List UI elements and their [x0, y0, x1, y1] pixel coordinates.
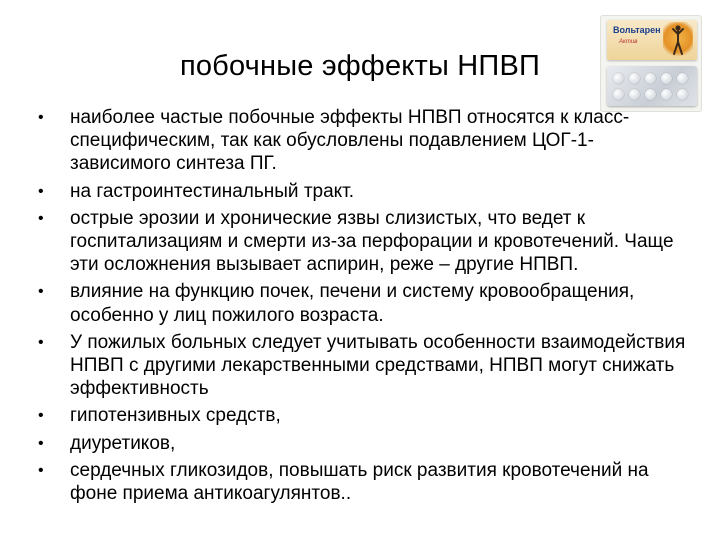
- bullet-dot: •: [38, 182, 44, 200]
- pill: [645, 89, 656, 100]
- pill: [613, 89, 624, 100]
- bullet-text: гипотензивных средств,: [70, 405, 281, 427]
- bullet-dot: •: [38, 333, 44, 351]
- bullet-item: [38, 331, 688, 401]
- bullet-text: наиболее частые побочные эффекты НПВП относятся к класс-специфическим, так как обусловлены подавлением ЦОГ-1-зависимого синтеза ПГ.: [70, 107, 630, 175]
- pill: [677, 73, 688, 84]
- medication-subtitle-label: Актив: [619, 39, 638, 45]
- bullet-text: диуретиков,: [70, 432, 176, 454]
- bullet-list: [38, 106, 688, 509]
- bullet-item: [38, 432, 688, 455]
- slide-title: побочные эффекты НПВП: [179, 50, 541, 82]
- blister-pack: [607, 66, 697, 106]
- bullet-item: [38, 404, 688, 427]
- running-man-icon: [671, 24, 685, 56]
- pill: [629, 73, 640, 84]
- bullet-item: [38, 459, 688, 505]
- bullet-dot: •: [38, 461, 44, 479]
- bullet-dot: •: [38, 407, 44, 425]
- bullet-dot: •: [38, 283, 44, 301]
- bullet-text: на гастроинтестинальный тракт.: [70, 180, 355, 202]
- bullet-item: [38, 106, 688, 176]
- pill: [645, 73, 656, 84]
- bullet-item: [38, 280, 688, 326]
- medication-brand-label: Вольтарен: [613, 25, 661, 35]
- bullet-dot: •: [38, 109, 44, 126]
- pill: [661, 73, 672, 84]
- pill: [677, 89, 688, 100]
- medication-box: [607, 20, 697, 60]
- pill: [629, 89, 640, 100]
- bullet-text: сердечных гликозидов, повышать риск развития кровотечений на фоне приема антикоагулянтов..: [70, 459, 649, 505]
- medication-image: [600, 15, 702, 112]
- bullet-text: У пожилых больных следует учитывать особенности взаимодействия НПВП с другими лекарственными средствами, НПВП могут снижать эффективность: [70, 331, 686, 400]
- bullet-item: [38, 180, 688, 203]
- bullet-item: [38, 207, 688, 277]
- bullet-text: острые эрозии и хронические язвы слизистых, что ведет к госпитализациям и смерти из-за перфорации и кровотечений. Чаще эти осложнения вызывает аспирин, реже – другие НПВП.: [70, 207, 674, 276]
- bullet-dot: •: [38, 209, 44, 227]
- pill: [661, 89, 672, 100]
- pill: [613, 73, 624, 84]
- bullet-dot: •: [38, 434, 44, 452]
- bullet-text: влияние на функцию почек, печени и систему кровообращения, особенно у лиц пожилого возраста.: [70, 281, 635, 326]
